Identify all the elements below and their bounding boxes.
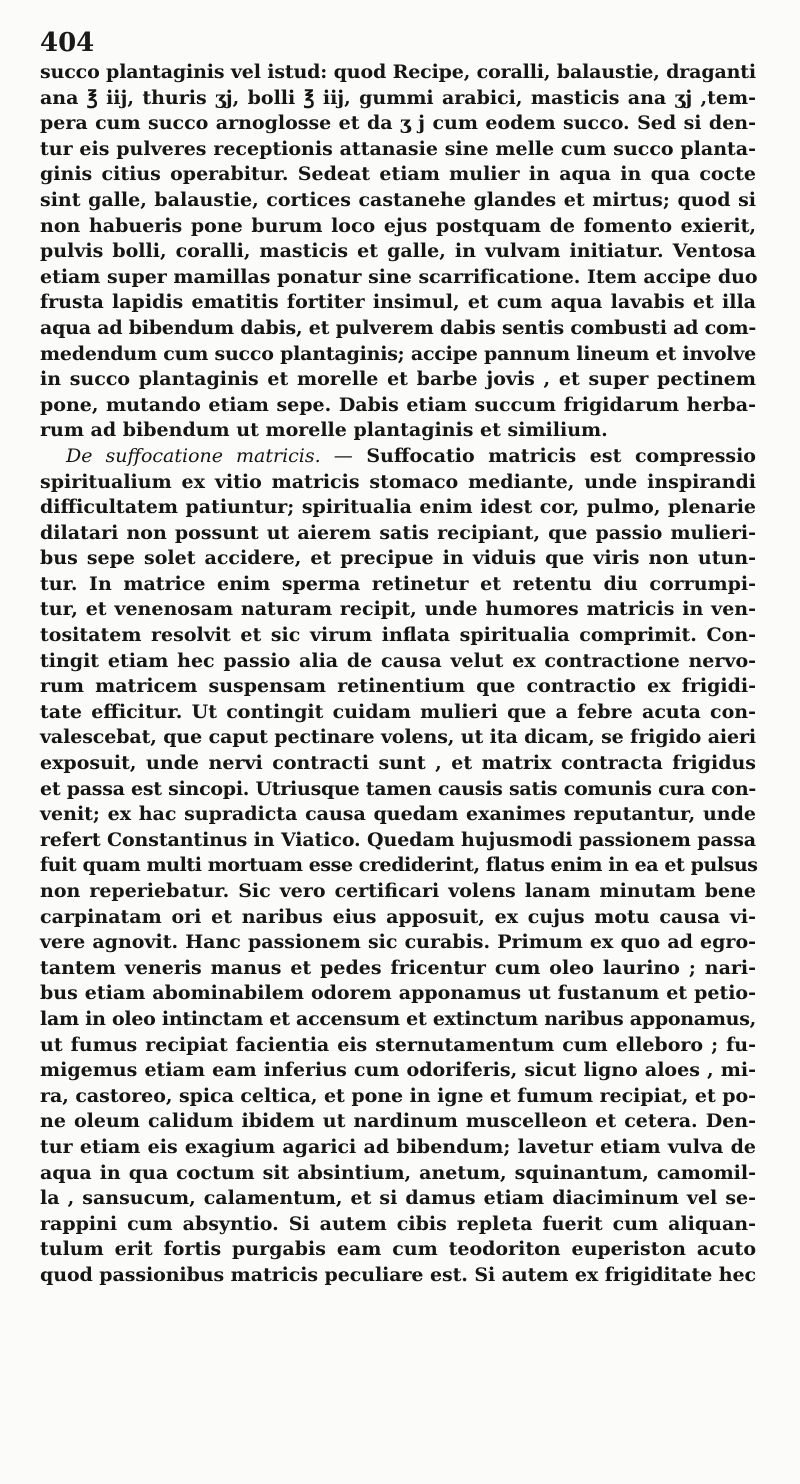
text-line: sint galle, balaustie, cortices castanehe glandes et mirtus; quod si bbox=[40, 188, 756, 211]
text-line: rappini cum absyntio. Si autem cibis repleta fuerit cum aliquan- bbox=[40, 1212, 756, 1235]
text-line: rum ad bibendum ut morelle plantaginis et similium. bbox=[40, 419, 608, 442]
text-line: fuit quam multi mortuam esse crediderint, flatus enim in ea et pulsus bbox=[40, 854, 758, 877]
text-line: ut fumus recipiat facientia eis sternutamentum cum elleboro ; fu- bbox=[40, 1033, 756, 1056]
text-line: dilatari non possunt ut aierem satis recipiant, que passio mulieri- bbox=[40, 521, 756, 544]
text-line: vere agnovit. Hanc passionem sic curabis. Primum ex quo ad egro- bbox=[40, 931, 756, 954]
text-line: rum matricem suspensam retinentium que contractio ex frigidi- bbox=[40, 675, 756, 698]
text-line: quod passionibus matricis peculiare est. Si autem ex frigiditate hec bbox=[40, 1263, 756, 1286]
text-line: ana ℥ iij, thuris ʒj, bolli ℥ iij, gummi arabici, masticis ana ʒj ,tem- bbox=[40, 86, 756, 109]
section-first-line bbox=[40, 444, 756, 470]
text-line: ra, castoreo, spica celtica, et pone in igne et fumum recipiat, et po- bbox=[40, 1084, 756, 1107]
text-line: tur. In matrice enim sperma retinetur et retentu diu corrumpi- bbox=[40, 572, 756, 595]
text-line: valescebat, que caput pectinare volens, ut ita dicam, se frigido aieri bbox=[40, 726, 756, 749]
text-line: pera cum succo arnoglosse et da ʒ j cum eodem succo. Sed si den- bbox=[40, 112, 756, 135]
text-line: non reperiebatur. Sic vero certificari volens lanam minutam bene bbox=[40, 880, 756, 902]
text-line: in succo plantaginis et morelle et barbe jovis , et super pectinem bbox=[40, 368, 756, 391]
text-line: bus sepe solet accidere, et precipue in viduis que viris non utun- bbox=[40, 547, 756, 570]
page-number: 404 bbox=[40, 28, 95, 58]
text-line: ginis citius operabitur. Sedeat etiam mulier in aqua in qua cocte bbox=[40, 163, 756, 186]
text-line: tur eis pulveres receptionis attanasie sine melle cum succo planta- bbox=[40, 137, 756, 160]
text-line: pone, mutando etiam sepe. Dabis etiam succum frigidarum herba- bbox=[40, 393, 756, 416]
text-line: venit; ex hac supradicta causa quedam exanimes reputantur, unde bbox=[40, 803, 756, 826]
text-line: tantem veneris manus et pedes fricentur cum oleo laurino ; nari- bbox=[40, 956, 756, 979]
text-line: spiritualium ex vitio matricis stomaco mediante, unde inspirandi bbox=[40, 470, 756, 493]
text-line: tingit etiam hec passio alia de causa velut ex contractione nervo- bbox=[40, 649, 756, 672]
paragraph-remedies bbox=[40, 60, 756, 444]
text-line: la , sansucum, calamentum, et si damus etiam diaciminum vel se- bbox=[40, 1187, 756, 1210]
text-line: tositatem resolvit et sic virum inflata spiritualia comprimit. Con- bbox=[40, 624, 756, 647]
text-line: aqua ad bibendum dabis, et pulverem dabis sentis combusti ad com- bbox=[40, 316, 756, 339]
text-line: succo plantaginis vel istud: quod Recipe, coralli, balaustie, draganti bbox=[40, 61, 756, 83]
text-line: tulum erit fortis purgabis eam cum teodoriton euperiston acuto bbox=[40, 1238, 756, 1261]
text-line: bus etiam abominabilem odorem apponamus ut fustanum et petio- bbox=[40, 982, 756, 1005]
text-line: etiam super mamillas ponatur sine scarrificatione. Item accipe duo bbox=[40, 265, 758, 288]
page-text bbox=[40, 60, 756, 1289]
section-heading: De suffocatione matricis. — bbox=[66, 444, 353, 467]
text-line: lam in oleo intinctam et accensum et extinctum naribus apponamus, bbox=[40, 1007, 756, 1030]
text-line: pulvis bolli, coralli, masticis et galle, in vulvam initiatur. Ventosa bbox=[40, 240, 756, 263]
text-line: medendum cum succo plantaginis; accipe pannum lineum et involve bbox=[40, 342, 756, 365]
text-line: ne oleum calidum ibidem ut nardinum muscelleon et cetera. Den- bbox=[40, 1110, 756, 1133]
text-line: tur, et venenosam naturam recipit, unde humores matricis in ven- bbox=[40, 598, 756, 621]
text-line: tate efficitur. Ut contingit cuidam mulieri que a febre acuta con- bbox=[40, 700, 756, 723]
text-line: et passa est sincopi. Utriusque tamen causis satis comunis cura con- bbox=[40, 777, 756, 800]
paragraph-suffocation bbox=[40, 444, 756, 1289]
text-line: exposuit, unde nervi contracti sunt , et matrix contracta frigidus bbox=[40, 752, 756, 775]
text-line: difficultatem patiuntur; spiritualia enim idest cor, pulmo, plenarie bbox=[40, 496, 756, 519]
text-line: frusta lapidis ematitis fortiter insimul, et cum aqua lavabis et illa bbox=[40, 291, 756, 314]
text-line: aqua in qua coctum sit absintium, anetum, squinantum, camomil- bbox=[40, 1161, 756, 1184]
text-line: non habueris pone burum loco ejus postquam de fomento exierit, bbox=[40, 214, 756, 237]
text-line: carpinatam ori et naribus eius apposuit, ex cujus motu causa vi- bbox=[40, 905, 756, 928]
text-line: refert Constantinus in Viatico. Quedam hujusmodi passionem passa bbox=[40, 828, 756, 851]
section-opening-text: Suffocatio matricis est compressio bbox=[366, 444, 756, 467]
text-line: migemus etiam eam inferius cum odoriferis, sicut ligno aloes , mi- bbox=[40, 1059, 756, 1082]
text-line: tur etiam eis exagium agarici ad bibendum; lavetur etiam vulva de bbox=[40, 1135, 756, 1158]
